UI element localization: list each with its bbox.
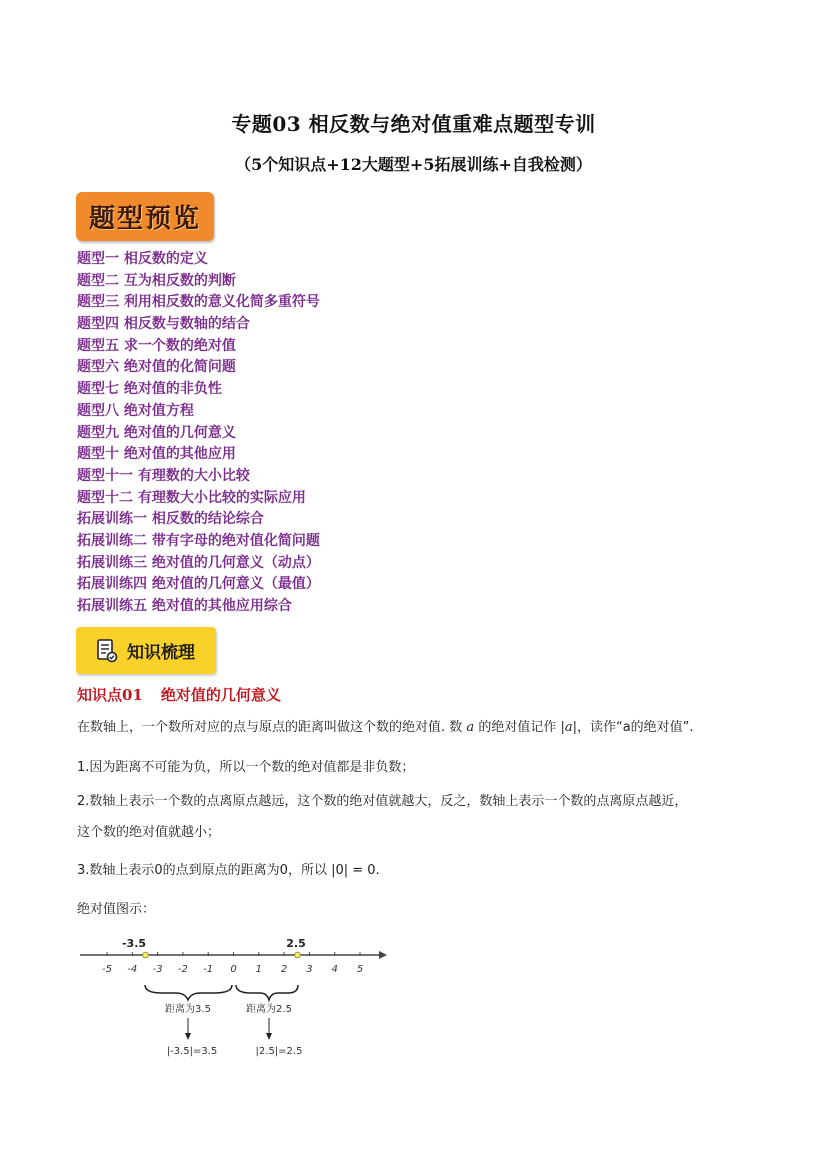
tick-label: -2: [177, 964, 188, 975]
point-3: 3.数轴上表示0的点到原点的距离为0，所以 |0| = 0.: [77, 863, 380, 878]
page-subtitle: （5个知识点+12大题型+5拓展训练+自我检测）: [235, 155, 592, 174]
topic-item: 拓展训练四 绝对值的几何意义（最值）: [77, 576, 320, 593]
abs-notation: |a|: [560, 720, 577, 735]
knowledge-point-title: 绝对值的几何意义: [160, 686, 281, 704]
result-right: |2.5|=2.5: [255, 1046, 303, 1057]
tick-label: -1: [203, 964, 214, 975]
topic-item: 拓展训练五 绝对值的其他应用综合: [77, 598, 292, 614]
page-title: 专题03 相反数与绝对值重难点题型专训: [231, 112, 596, 136]
distance-label-left: 距离为3.5: [165, 1004, 211, 1015]
definition-paragraph: 在数轴上，一个数所对应的点与原点的距离叫做这个数的绝对值. 数 a 的绝对值记作 |a|，读作“a的绝对值”.: [77, 720, 694, 735]
tick-label: 1: [255, 964, 262, 975]
illustration-caption: 绝对值图示：: [77, 902, 156, 917]
arrow-down-icon: [266, 1033, 272, 1040]
topic-item: 题型四 相反数与数轴的结合: [77, 316, 250, 333]
topic-item: 题型一 相反数的定义: [77, 251, 208, 267]
point-1: 1.因为距离不可能为负，所以一个数的绝对值都是非负数；: [77, 760, 415, 775]
point-marker-right: [295, 952, 301, 958]
topic-item: 题型九 绝对值的几何意义: [77, 424, 236, 441]
distance-label-right: 距离为2.5: [246, 1004, 292, 1015]
arrow-down-icon: [185, 1033, 191, 1040]
topic-item: 题型二 互为相反数的判断: [77, 272, 236, 289]
tick-label: -3: [152, 964, 163, 975]
preview-badge: [76, 192, 214, 241]
tick-label: 3: [306, 964, 313, 975]
topic-item: 拓展训练二 带有字母的绝对值化简问题: [77, 532, 320, 549]
brace-right: [236, 985, 298, 1000]
preview-badge-label: 题型预览: [88, 204, 201, 234]
topic-list: [77, 249, 320, 618]
knowledge-point-label: 知识点01: [77, 686, 143, 704]
point-label-right: 2.5: [286, 937, 306, 950]
document-icon: [96, 639, 118, 663]
number-line-illustration: [76, 930, 396, 1065]
point-2-continued: 这个数的绝对值就越小；: [77, 825, 221, 840]
point-2: 2.数轴上表示一个数的点离原点越远，这个数的绝对值就越大，反之，数轴上表示一个数的点离原点越近，: [77, 794, 688, 809]
topic-item: 拓展训练三 绝对值的几何意义（动点）: [77, 554, 320, 571]
knowledge-badge-label: 知识梳理: [127, 643, 195, 663]
topic-item: 题型七 绝对值的非负性: [77, 381, 222, 398]
topic-item: 题型三 利用相反数的意义化简多重符号: [77, 294, 320, 311]
axis-arrow-icon: [379, 951, 387, 959]
topic-item: 拓展训练一 相反数的结论综合: [77, 511, 264, 528]
knowledge-point-heading: [77, 684, 281, 705]
tick-label: -5: [102, 964, 112, 975]
topic-item: 题型十二 有理数大小比较的实际应用: [77, 489, 306, 506]
topic-item: 题型八 绝对值方程: [77, 402, 194, 419]
tick-label: 5: [356, 964, 364, 975]
topic-item: 题型十一 有理数的大小比较: [77, 467, 250, 484]
tick-label: 2: [280, 964, 288, 975]
point-label-left: -3.5: [121, 937, 147, 950]
result-left: |-3.5|=3.5: [166, 1046, 218, 1057]
brace-left: [145, 985, 232, 1000]
knowledge-badge: [76, 627, 216, 674]
topic-item: 题型五 求一个数的绝对值: [77, 337, 236, 354]
tick-label: 4: [331, 964, 338, 975]
tick-label: 0: [230, 964, 237, 975]
tick-label: -4: [127, 964, 138, 975]
topic-item: 题型十 绝对值的其他应用: [77, 446, 236, 463]
topic-item: 题型六 绝对值的化简问题: [77, 359, 236, 376]
point-marker-left: [143, 952, 149, 958]
variable-a: a: [466, 720, 475, 735]
